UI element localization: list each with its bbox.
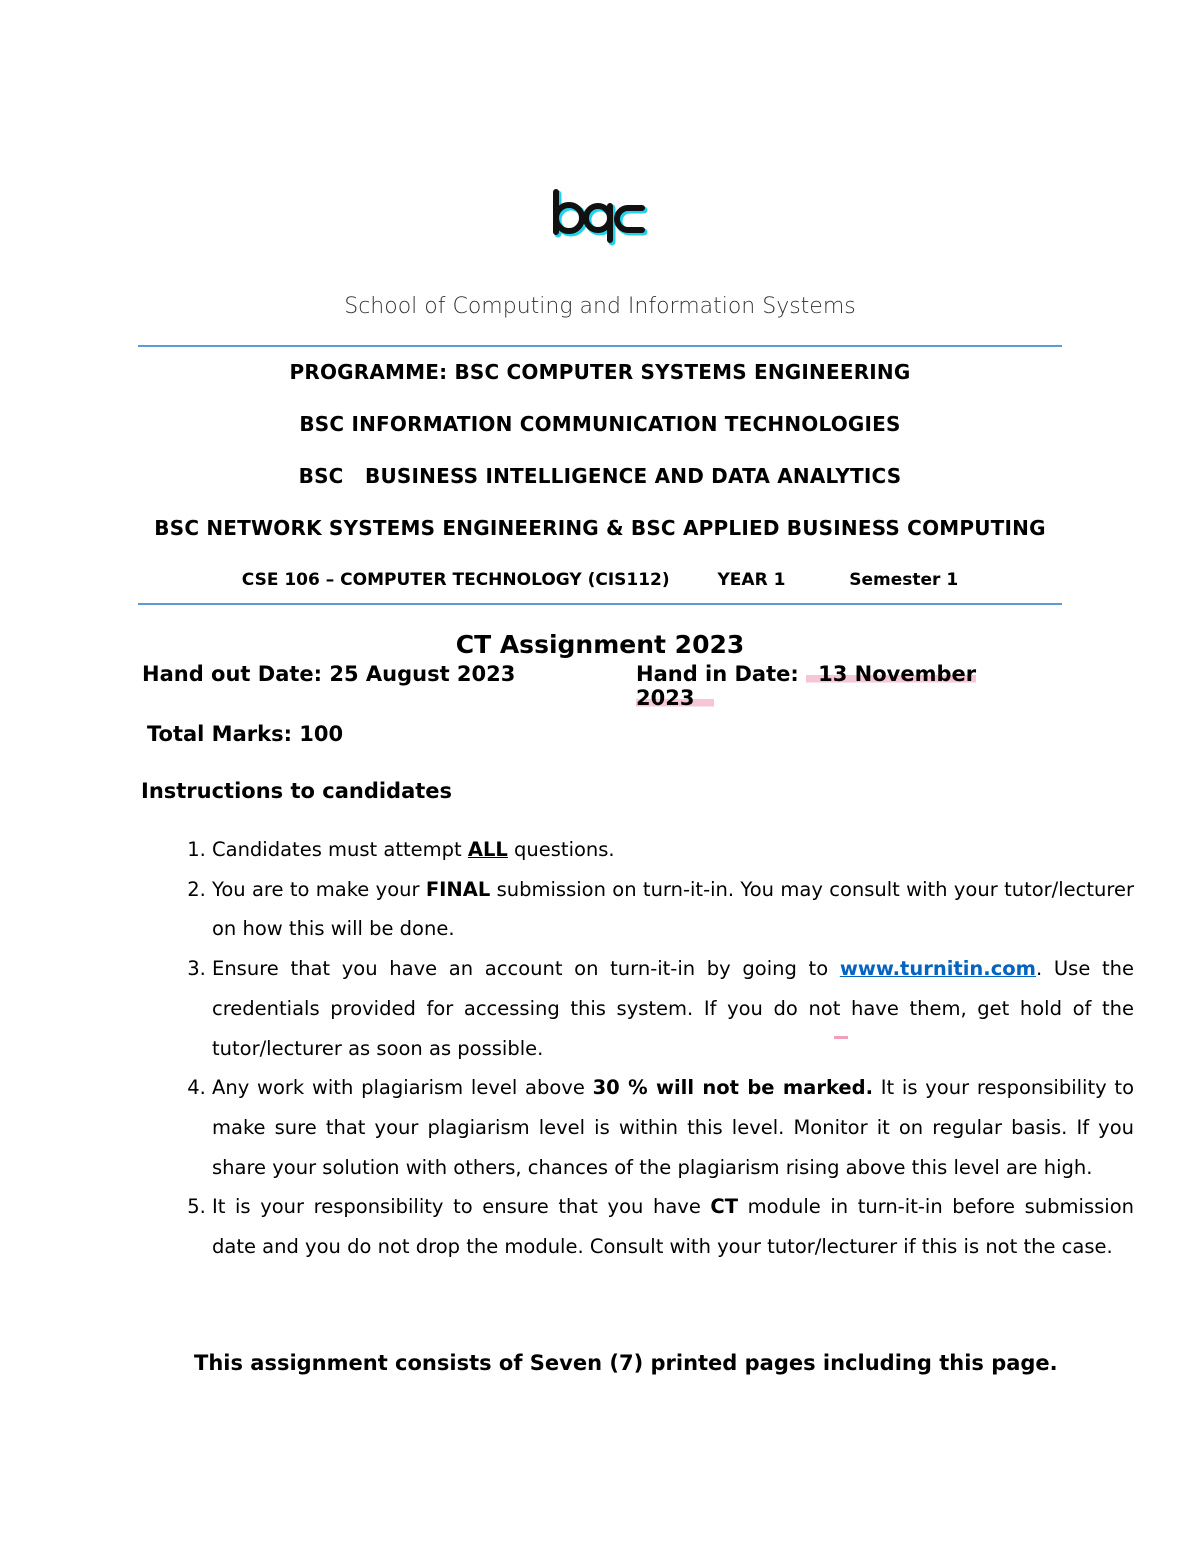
- course-code: CSE 106 – COMPUTER TECHNOLOGY (CIS112): [241, 570, 670, 590]
- hand-out-date: Hand out Date: 25 August 2023: [142, 662, 516, 686]
- instruction-1: 1. Candidates must attempt ALL questions.: [212, 830, 1134, 870]
- course-semester: Semester 1: [849, 570, 959, 590]
- instruction-4: 4. Any work with plagiarism level above 30 % will not be marked. It is your responsibility to make sure that your plagiarism level is within this level. Monitor it on regular basis. If you share your solution with others, chances of the plagiarism rising above this level are high.: [212, 1068, 1134, 1187]
- programme-line-3: BSC BUSINESS INTELLIGENCE AND DATA ANALYTICS: [298, 464, 902, 488]
- hand-in-date: [636, 662, 1042, 710]
- course-year: YEAR 1: [717, 570, 786, 590]
- bqc-logo: [548, 186, 652, 246]
- instructions-heading: Instructions to candidates: [141, 779, 453, 803]
- programme-line-2: BSC INFORMATION COMMUNICATION TECHNOLOGIES: [299, 412, 901, 436]
- school-name: School of Computing and Information Systems: [344, 294, 856, 319]
- dates-row: [142, 662, 1042, 710]
- total-marks: Total Marks: 100: [147, 722, 344, 746]
- page-count-note: This assignment consists of Seven (7) printed pages including this page.: [194, 1351, 1058, 1375]
- instruction-2: 2. You are to make your FINAL submission on turn-it-in. You may consult with your tutor/lecturer on how this will be done.: [212, 870, 1134, 949]
- highlight-mark: [834, 1036, 848, 1039]
- divider-bottom: [138, 603, 1062, 605]
- hand-in-value: 13 November 2023: [636, 662, 977, 710]
- turnitin-link[interactable]: www.turnitin.com: [839, 957, 1036, 981]
- programme-line-4: BSC NETWORK SYSTEMS ENGINEERING & BSC APPLIED BUSINESS COMPUTING: [154, 516, 1046, 540]
- instruction-3: 3. Ensure that you have an account on turn-it-in by going to www.turnitin.com. Use the credentials provided for accessing this system. If you do not have them, get hold of the tutor/lecturer as soon as possible.: [212, 949, 1134, 1068]
- instruction-5: 5. It is your responsibility to ensure that you have CT module in turn-it-in before submission date and you do not drop the module. Consult with your tutor/lecturer if this is not the case.: [212, 1187, 1134, 1266]
- hand-in-label: Hand in Date:: [636, 662, 799, 686]
- assignment-title: CT Assignment 2023: [455, 630, 745, 659]
- divider-top: [138, 345, 1062, 347]
- instructions-list: [138, 830, 1134, 1267]
- course-line: [0, 570, 1200, 590]
- programme-line-1: PROGRAMME: BSC COMPUTER SYSTEMS ENGINEERING: [289, 360, 911, 384]
